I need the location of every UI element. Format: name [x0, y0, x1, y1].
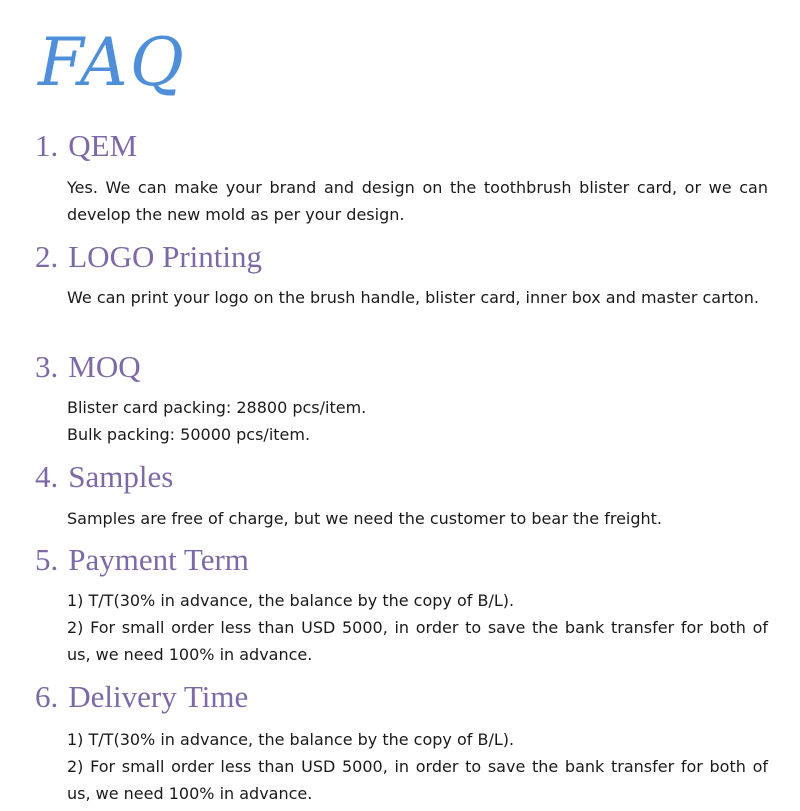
section-number: 5. — [35, 542, 59, 577]
section-text: Bulk packing: 50000 pcs/item. — [67, 425, 311, 444]
section-title: Delivery Time — [68, 679, 249, 714]
section-heading — [35, 679, 248, 715]
section-text: We can print your logo on the brush handle, blister card, inner box and master carton. — [67, 288, 759, 307]
section-number: 4. — [35, 459, 59, 494]
section-text: 1) T/T(30% in advance, the balance by the copy of B/L). — [67, 730, 515, 749]
section-text: Yes. We can make your brand and design on the toothbrush blister card, or we can develop the new mold as per your design. — [67, 178, 768, 224]
section-number: 1. — [35, 128, 59, 163]
section-heading — [35, 542, 249, 578]
section-body — [67, 587, 768, 668]
section-title: MOQ — [68, 349, 141, 384]
section-title: QEM — [68, 128, 138, 163]
page-title: FAQ — [38, 24, 186, 101]
section-number: 3. — [35, 349, 59, 384]
section-text: Blister card packing: 28800 pcs/item. — [67, 398, 367, 417]
section-body — [67, 505, 768, 532]
section-number: 6. — [35, 679, 59, 714]
section-heading — [35, 239, 262, 275]
section-text: Samples are free of charge, but we need the customer to bear the freight. — [67, 509, 663, 528]
section-number: 2. — [35, 239, 59, 274]
section-heading — [35, 349, 141, 385]
section-body — [67, 284, 768, 311]
section-title: LOGO Printing — [68, 239, 262, 274]
section-text: 2) For small order less than USD 5000, in order to save the bank transfer for both of us, we need 100% in advance. — [67, 757, 768, 803]
section-text: 2) For small order less than USD 5000, in order to save the bank transfer for both of us, we need 100% in advance. — [67, 618, 768, 664]
section-title: Payment Term — [68, 542, 249, 577]
section-body — [67, 726, 768, 807]
section-heading — [35, 459, 173, 495]
section-body — [67, 394, 768, 448]
section-title: Samples — [68, 459, 174, 494]
section-body — [67, 174, 768, 228]
section-text: 1) T/T(30% in advance, the balance by the copy of B/L). — [67, 591, 515, 610]
section-heading — [35, 128, 137, 164]
